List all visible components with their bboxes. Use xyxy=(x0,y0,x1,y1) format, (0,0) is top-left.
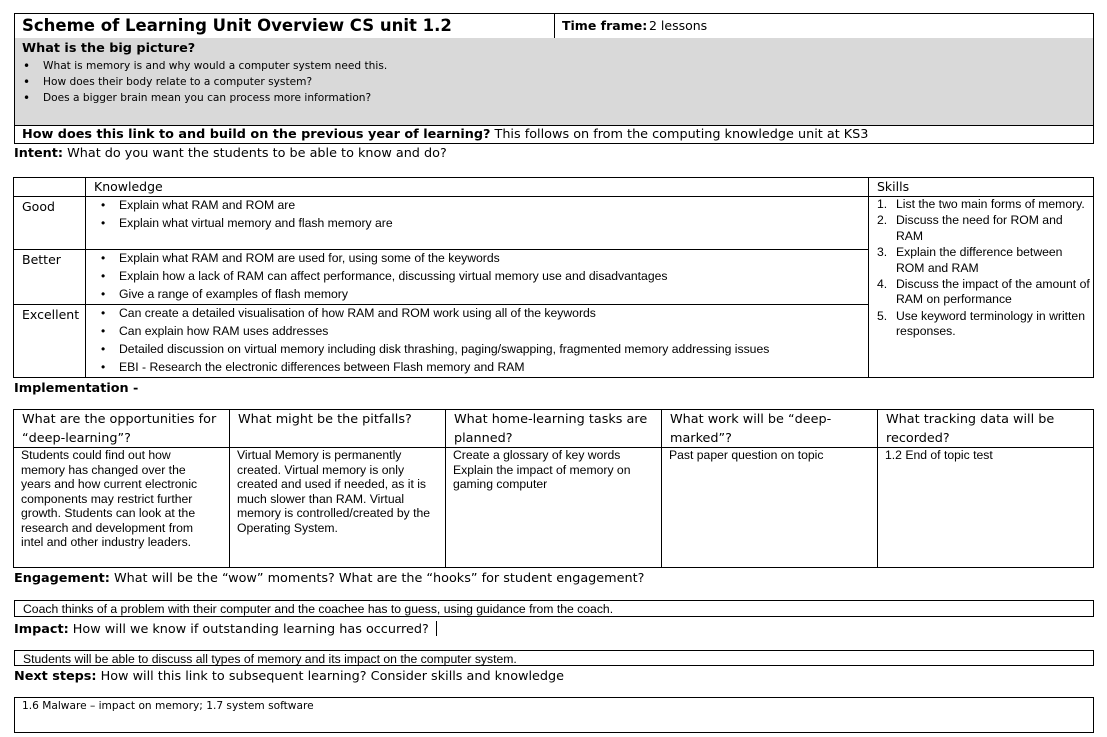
impact-label: Impact: xyxy=(14,622,69,637)
list-item: • Explain what RAM and ROM are xyxy=(92,196,393,214)
level-excellent: Excellent xyxy=(22,307,80,322)
impact-answer-box xyxy=(14,650,1094,666)
next-steps-answer: 1.6 Malware – impact on memory; 1.7 system software xyxy=(22,700,314,712)
list-item: • Give a range of examples of flash memory xyxy=(92,285,668,303)
engagement-answer-box xyxy=(14,600,1094,617)
next-steps-question: How will this link to subsequent learning? Consider skills and knowledge xyxy=(100,669,565,684)
list-item: • Can create a detailed visualisation of how RAM and ROM work using all of the keywords xyxy=(92,304,769,322)
text-cursor xyxy=(436,621,437,636)
better-list xyxy=(92,249,668,303)
list-item: 2. Discuss the need for ROM and RAM xyxy=(877,213,1063,243)
engagement-line xyxy=(14,571,644,586)
level-better: Better xyxy=(22,252,61,267)
impl-body-1: Virtual Memory is permanently created. Virtual memory is only created and used if needed, as it is much slower than RAM. Virtual memory is controlled/created by the Operating System. xyxy=(237,448,431,535)
impl-body-2: Create a glossary of key words Explain the impact of memory on gaming computer xyxy=(453,448,631,491)
page-title: Scheme of Learning Unit Overview CS unit 1.2 xyxy=(22,16,452,35)
intent-question: What do you want the students to be able to know and do? xyxy=(67,146,447,161)
timeframe-label: Time frame: xyxy=(562,18,648,33)
excellent-list xyxy=(92,304,769,376)
intent-line xyxy=(14,146,447,161)
intent-label: Intent: xyxy=(14,146,64,161)
engagement-answer: Coach thinks of a problem with their computer and the coachee has to guess, using guidance from the coach. xyxy=(23,602,614,616)
big-picture-section xyxy=(14,38,1094,126)
list-item: • Explain what RAM and ROM are used for, using some of the keywords xyxy=(92,249,668,267)
impl-body-3: Past paper question on topic xyxy=(669,448,824,462)
list-item: 3. Explain the difference between ROM and RAM xyxy=(877,245,1063,275)
level-good: Good xyxy=(22,199,55,214)
link-question: How does this link to and build on the previous year of learning? xyxy=(22,127,491,142)
list-item: 4. Discuss the impact of the amount of RAM on performance xyxy=(877,277,1090,307)
skills-header: Skills xyxy=(877,179,910,194)
impl-header-0: What are the opportunities for “deep-learning”? xyxy=(22,412,217,446)
implementation-table xyxy=(13,409,1094,568)
impl-header-2: What home-learning tasks are planned? xyxy=(454,412,648,446)
list-item: • Explain how a lack of RAM can affect performance, discussing virtual memory use and disadvantages xyxy=(92,267,668,285)
knowledge-header: Knowledge xyxy=(94,179,163,194)
timeframe-cell xyxy=(554,13,1094,39)
next-steps-label: Next steps: xyxy=(14,669,97,684)
list-item: • Can explain how RAM uses addresses xyxy=(92,322,769,340)
skills-list xyxy=(869,197,1093,341)
title-cell xyxy=(14,13,555,39)
list-item: • Does a bigger brain mean you can process more information? xyxy=(15,90,387,106)
impact-question: How will we know if outstanding learning has occurred? xyxy=(72,622,429,637)
implementation-label: Implementation - xyxy=(14,381,139,396)
link-text xyxy=(22,127,868,142)
link-row xyxy=(14,125,1094,144)
list-item: 1. List the two main forms of memory. xyxy=(877,197,1085,211)
impl-header-1: What might be the pitfalls? xyxy=(238,412,412,427)
big-picture-heading: What is the big picture? xyxy=(22,41,196,56)
impl-header-4: What tracking data will be recorded? xyxy=(886,412,1055,446)
list-item: • Detailed discussion on virtual memory including disk thrashing, paging/swapping, fragmented memory addressing issues xyxy=(92,340,769,358)
list-item: • EBI - Research the electronic differences between Flash memory and RAM xyxy=(92,358,769,376)
list-item: • How does their body relate to a computer system? xyxy=(15,74,387,90)
impl-header-3: What work will be “deep-marked”? xyxy=(670,412,832,446)
link-answer: This follows on from the computing knowledge unit at KS3 xyxy=(494,127,869,142)
impact-line xyxy=(14,621,437,637)
list-item: • What is memory is and why would a computer system need this. xyxy=(15,58,387,74)
engagement-label: Engagement: xyxy=(14,571,110,586)
good-list xyxy=(92,196,393,232)
next-steps-line xyxy=(14,669,564,684)
next-steps-answer-box xyxy=(14,697,1094,733)
engagement-question: What will be the “wow” moments? What are the “hooks” for student engagement? xyxy=(113,571,645,586)
impact-answer: Students will be able to discuss all types of memory and its impact on the computer system. xyxy=(23,652,517,666)
impl-body-4: 1.2 End of topic test xyxy=(885,448,993,462)
list-item: • Explain what virtual memory and flash memory are xyxy=(92,214,393,232)
list-item: 5. Use keyword terminology in written responses. xyxy=(877,308,1085,339)
knowledge-table xyxy=(13,177,1094,378)
timeframe-value: 2 lessons xyxy=(649,18,708,33)
impl-body-0: Students could find out how memory has changed over the years and how current electronic components may restrict further growth. Students can look at the research and development from intel and other industry leaders. xyxy=(21,448,198,549)
big-picture-list xyxy=(15,58,387,106)
